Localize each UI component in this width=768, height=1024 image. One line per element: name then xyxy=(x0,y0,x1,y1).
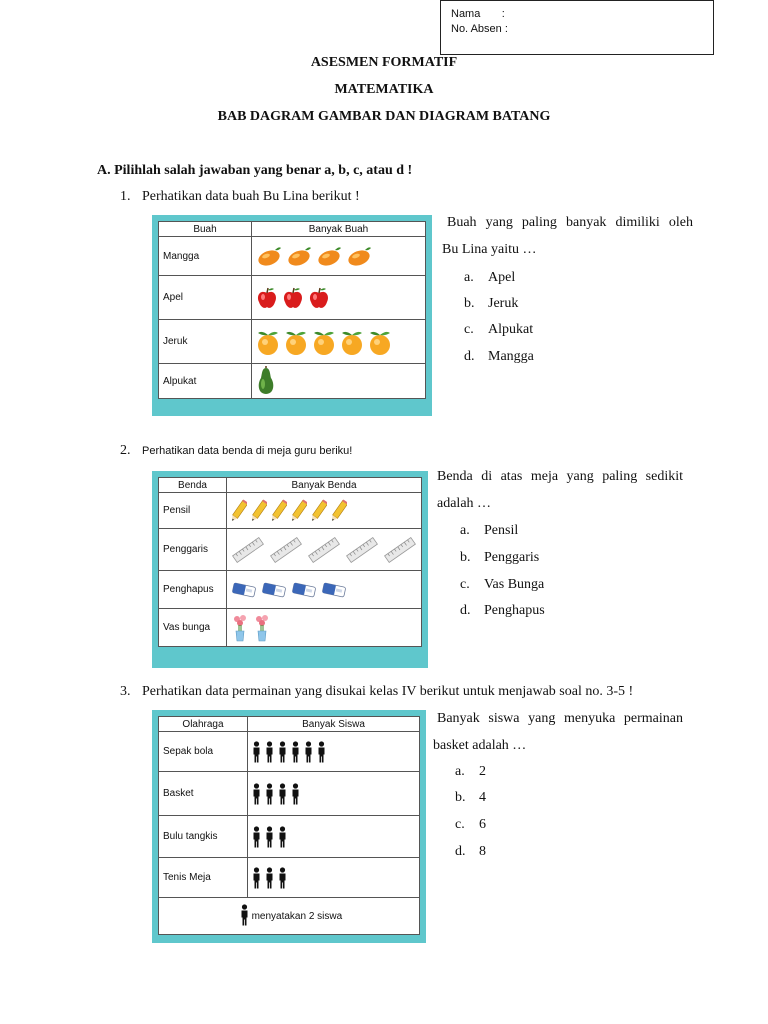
person-icon xyxy=(265,867,274,889)
mango-icon xyxy=(346,245,372,267)
q2-option-b[interactable]: b. Penggaris xyxy=(460,550,540,565)
page-title: ASESMEN FORMATIF xyxy=(310,55,458,70)
q2-row-icons xyxy=(231,498,417,524)
q3-row-label: Tenis Meja xyxy=(159,858,248,898)
q2-question-line2: adalah … xyxy=(437,496,492,511)
person-icon xyxy=(240,904,249,929)
person-icon xyxy=(278,826,287,848)
q2-pictogram xyxy=(152,471,428,668)
avocado-icon xyxy=(256,366,276,396)
q2-col2: Banyak Benda xyxy=(227,478,422,493)
q2-row-label: Vas bunga xyxy=(159,609,227,647)
q3-number: 3. xyxy=(120,684,131,699)
section-a-instruction: A. Pilihlah salah jawaban yang benar a, b, c, atau d ! xyxy=(97,163,413,178)
q3-row-label: Basket xyxy=(159,772,248,816)
q1-row-icons xyxy=(256,286,421,310)
orange-icon xyxy=(368,328,392,356)
eraser-icon xyxy=(291,580,317,600)
q3-pictogram xyxy=(152,710,426,943)
q3-prompt: Perhatikan data permainan yang disukai kelas IV berikut untuk menjawab soal no. 3-5 ! xyxy=(142,684,634,699)
q2-table xyxy=(158,477,422,647)
page-subtitle: MATEMATIKA xyxy=(334,82,434,97)
orange-icon xyxy=(340,328,364,356)
q3-question-line2: basket adalah … xyxy=(433,738,527,753)
q2-number: 2. xyxy=(120,443,131,458)
person-icon xyxy=(304,741,313,763)
q1-question-line2: Bu Lina yaitu … xyxy=(442,242,537,257)
flower-vase-icon xyxy=(231,613,249,643)
q3-table xyxy=(158,716,420,935)
person-icon xyxy=(265,826,274,848)
q1-col2: Banyak Buah xyxy=(252,222,426,237)
q3-option-c[interactable]: c. 6 xyxy=(455,817,486,832)
eraser-icon xyxy=(321,580,347,600)
q1-row-icons xyxy=(256,366,421,396)
ruler-icon xyxy=(345,535,379,565)
q2-col1: Benda xyxy=(159,478,227,493)
person-icon xyxy=(252,867,261,889)
q2-row-icons xyxy=(231,613,417,643)
q3-col2: Banyak Siswa xyxy=(248,717,420,732)
q2-row-icons xyxy=(231,535,417,565)
q2-row-label: Penghapus xyxy=(159,571,227,609)
ruler-icon xyxy=(383,535,417,565)
mango-icon xyxy=(286,245,312,267)
person-icon xyxy=(278,867,287,889)
flower-vase-icon xyxy=(253,613,271,643)
q1-option-b[interactable]: b. Jeruk xyxy=(464,296,519,311)
q2-question-line1: Benda di atas meja yang paling sedikit xyxy=(437,469,683,484)
pencil-icon xyxy=(271,498,287,524)
q3-option-a[interactable]: a. 2 xyxy=(455,764,486,779)
q2-row-icons xyxy=(231,580,417,600)
q1-row-icons xyxy=(256,245,421,267)
q1-row-label: Mangga xyxy=(159,237,252,276)
orange-icon xyxy=(284,328,308,356)
q2-prompt: Perhatikan data benda di meja guru beriku! xyxy=(142,445,353,457)
q1-question-line1: Buah yang paling banyak dimiliki oleh xyxy=(447,215,693,230)
person-icon xyxy=(278,741,287,763)
q1-row-icons xyxy=(256,328,421,356)
absen-label: No. Absen : xyxy=(451,23,508,35)
chapter-title: BAB DAGRAM GAMBAR DAN DIAGRAM BATANG xyxy=(217,109,551,124)
q3-option-b[interactable]: b. 4 xyxy=(455,790,486,805)
apple-icon xyxy=(256,286,278,310)
ruler-icon xyxy=(269,535,303,565)
person-icon xyxy=(278,783,287,805)
q3-legend xyxy=(159,898,420,935)
q3-row-icons xyxy=(252,741,415,763)
apple-icon xyxy=(282,286,304,310)
person-icon xyxy=(291,741,300,763)
q3-question-line1: Banyak siswa yang menyuka permainan xyxy=(437,711,683,726)
apple-icon xyxy=(308,286,330,310)
q1-option-c[interactable]: c. Alpukat xyxy=(464,322,534,337)
q1-prompt: Perhatikan data buah Bu Lina berikut ! xyxy=(142,189,360,204)
mango-icon xyxy=(256,245,282,267)
pencil-icon xyxy=(331,498,347,524)
pencil-icon xyxy=(251,498,267,524)
q3-row-icons xyxy=(252,867,415,889)
q1-pictogram xyxy=(152,215,432,416)
pencil-icon xyxy=(291,498,307,524)
q3-row-label: Sepak bola xyxy=(159,732,248,772)
orange-icon xyxy=(256,328,280,356)
q1-row-label: Apel xyxy=(159,276,252,320)
q2-row-label: Pensil xyxy=(159,493,227,529)
q3-col1: Olahraga xyxy=(159,717,248,732)
q3-option-d[interactable]: d. 8 xyxy=(455,844,486,859)
q3-row-label: Bulu tangkis xyxy=(159,816,248,858)
person-icon xyxy=(252,826,261,848)
person-icon xyxy=(252,741,261,763)
q2-option-a[interactable]: a. Pensil xyxy=(460,523,519,538)
person-icon xyxy=(252,783,261,805)
q2-option-d[interactable]: d. Penghapus xyxy=(460,603,545,618)
pencil-icon xyxy=(311,498,327,524)
pencil-icon xyxy=(231,498,247,524)
orange-icon xyxy=(312,328,336,356)
q1-option-d[interactable]: d. Mangga xyxy=(464,349,534,364)
person-icon xyxy=(265,741,274,763)
eraser-icon xyxy=(231,580,257,600)
name-label: Nama : xyxy=(451,8,505,20)
person-icon xyxy=(317,741,326,763)
q3-row-icons xyxy=(252,826,415,848)
q1-row-label: Alpukat xyxy=(159,364,252,399)
q2-row-label: Penggaris xyxy=(159,529,227,571)
q1-col1: Buah xyxy=(159,222,252,237)
q1-number: 1. xyxy=(120,189,131,204)
q1-row-label: Jeruk xyxy=(159,320,252,364)
person-icon xyxy=(265,783,274,805)
person-icon xyxy=(291,783,300,805)
ruler-icon xyxy=(307,535,341,565)
q3-row-icons xyxy=(252,783,415,805)
ruler-icon xyxy=(231,535,265,565)
q1-option-a[interactable]: a. Apel xyxy=(464,270,516,285)
q3-legend-text: menyatakan 2 siswa xyxy=(251,910,343,922)
eraser-icon xyxy=(261,580,287,600)
student-info-box xyxy=(440,0,714,55)
q1-table xyxy=(158,221,426,399)
q2-option-c[interactable]: c. Vas Bunga xyxy=(460,577,545,592)
mango-icon xyxy=(316,245,342,267)
